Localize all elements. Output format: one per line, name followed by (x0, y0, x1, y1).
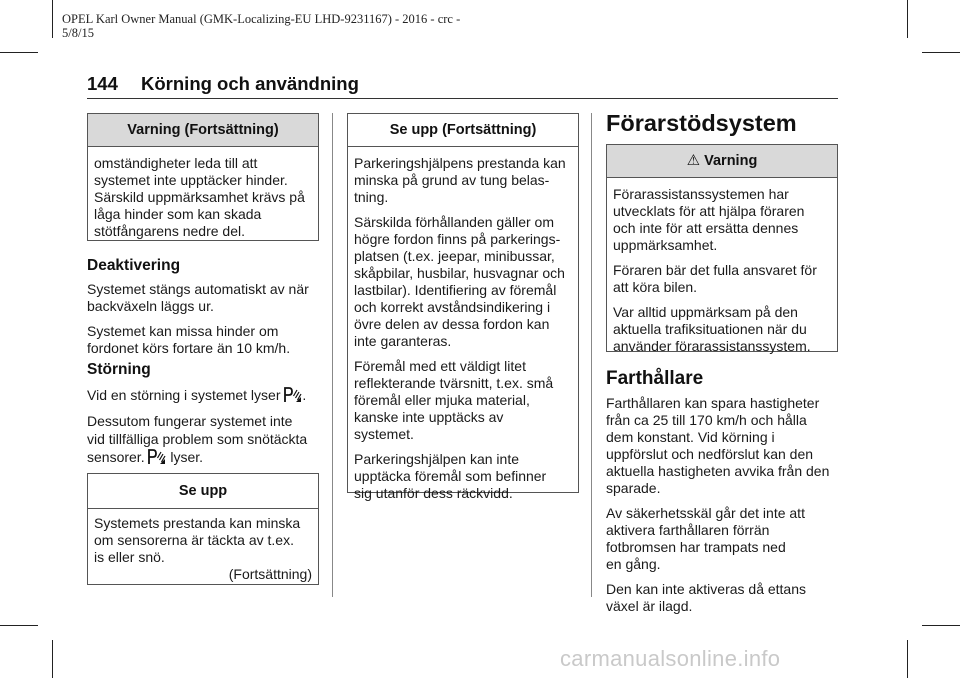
crop-mark (52, 640, 53, 678)
paragraph (87, 281, 327, 315)
text-line: platsen (t.ex. jeepar, minibussar, (354, 248, 555, 264)
text-line: Den kan inte aktiveras då ettans (606, 581, 807, 597)
text-line: använder förarassistanssystem. (613, 338, 811, 354)
text-line: tning. (354, 189, 389, 205)
text-line: om sensorerna är täckta av t.ex. (94, 532, 294, 548)
caution-continued-box (347, 113, 579, 501)
text-line: växel är ilagd. (606, 598, 693, 614)
text-line: Farthållaren kan spara hastigheter (606, 395, 820, 411)
paragraph (613, 304, 831, 355)
text-line: aktuella hastigheten avvika från den (606, 463, 830, 479)
text-line: Var alltid uppmärksam på den (613, 304, 798, 320)
text-line: fordonet körs fortare än 10 km/h. (87, 340, 291, 356)
text-line: högre fordon finns på parkerings- (354, 231, 561, 247)
text-line: fotbromsen har trampats ned (606, 539, 786, 555)
text-line: uppmärksamhet. (613, 237, 718, 253)
text-line: sig utanför dess räckvidd. (354, 485, 513, 501)
column-divider (591, 113, 592, 597)
text-line: och inte för att ersätta dennes (613, 220, 799, 236)
text-line: lastbilar). Identifiering av föremål (354, 282, 557, 298)
text-line: systemet. (354, 426, 414, 442)
document-header (62, 12, 460, 40)
paragraph (354, 358, 572, 443)
paragraph (354, 214, 572, 350)
header-line-1: OPEL Karl Owner Manual (GMK-Localizing-EU LHD-9231167) - 2016 - crc - (62, 12, 461, 26)
text-line: Särskild uppmärksamhet krävs på (94, 189, 305, 205)
warning-continued-box (87, 113, 319, 241)
parking-assist-icon (284, 387, 302, 403)
warning-continued-body (88, 147, 318, 246)
text-line: sparade. (606, 480, 661, 496)
warning-label: Varning (704, 153, 758, 169)
crop-mark (922, 52, 960, 53)
text-line: aktuella trafiksituationen när du (613, 321, 807, 337)
caution-title: Se upp (88, 474, 318, 509)
warning-triangle-icon: ⚠ (686, 152, 701, 169)
page-title-row (87, 73, 359, 95)
text-line: omständigheter leda till att (94, 155, 258, 171)
continued-label: (Fortsättning) (228, 566, 312, 582)
paragraph (606, 395, 846, 497)
page-number: 144 (87, 73, 118, 94)
text-line: Särskilda förhållanden gäller om (354, 214, 554, 230)
text-line: backväxeln läggs ur. (87, 298, 214, 314)
text-line: Föremål med ett väldigt litet (354, 358, 526, 374)
text-line: stötfångarens nedre del. (94, 223, 245, 239)
text-period: . (302, 387, 307, 403)
text-line: sensorer. (87, 449, 145, 465)
paragraph (354, 451, 572, 502)
crop-mark (0, 52, 38, 53)
paragraph (613, 262, 831, 296)
text-line: Parkeringshjälpens prestanda kan (354, 155, 566, 171)
crop-mark (907, 0, 908, 38)
heading-farthallare: Farthållare (606, 368, 704, 389)
heading-deaktivering: Deaktivering (87, 257, 181, 274)
paragraph (87, 387, 327, 404)
text-line: lyser. (170, 449, 204, 465)
text-line: Systemet kan missa hinder om (87, 323, 279, 339)
text-line: skåpbilar, husbilar, husvagnar och (354, 265, 565, 281)
storning-text (87, 387, 327, 474)
text-line: reflekterande tvärsnitt, t.ex. små (354, 375, 554, 391)
text-line: Systemet stängs automatiskt av när (87, 281, 309, 297)
crop-mark (52, 0, 53, 38)
text-line: aktivera farthållaren förrän (606, 522, 770, 538)
text-line: Vid en störning i systemet lyser (87, 387, 281, 403)
crop-mark (0, 625, 38, 626)
text-line: dem konstant. Vid körning i (606, 429, 775, 445)
text-line: uppförslut och nedförslut kan den (606, 446, 814, 462)
text-line: föremål eller mjuka material, (354, 392, 530, 408)
caution-continued-body (348, 147, 578, 508)
text-line: Systemets prestanda kan minska (94, 515, 301, 531)
warning-continued-title: Varning (Fortsättning) (88, 114, 318, 147)
header-line-2: 5/8/15 (62, 26, 94, 40)
text-line: Av säkerhetsskäl går det inte att (606, 505, 805, 521)
column-divider (332, 113, 333, 597)
text-line: vid tillfälliga problem som snötäckta (87, 431, 308, 447)
text-line: övre delen av dessa fordon kan (354, 316, 550, 332)
warning-title (607, 145, 837, 178)
text-line: Dessutom fungerar systemet inte (87, 413, 293, 429)
text-line: att köra bilen. (613, 279, 698, 295)
farthallare-text (606, 395, 846, 623)
crop-mark (922, 625, 960, 626)
text-line: kanske inte upptäcks av (354, 409, 504, 425)
warning-body (607, 178, 837, 361)
paragraph (87, 323, 327, 357)
text-line: låga hinder som kan skada (94, 206, 262, 222)
paragraph (354, 155, 572, 206)
text-line: och korrekt avståndsindikering i (354, 299, 551, 315)
paragraph (606, 581, 846, 615)
heading-storning: Störning (87, 361, 151, 378)
caution-box (87, 473, 319, 585)
text-line: systemet inte upptäcker hinder. (94, 172, 288, 188)
heading-forarstodsystem: Förarstödsystem (606, 110, 797, 136)
paragraph (87, 412, 327, 466)
watermark[interactable]: carmanualsonline.info (560, 646, 781, 671)
text-line: från ca 25 till 170 km/h och hålla (606, 412, 807, 428)
caution-continued-title: Se upp (Fortsättning) (348, 114, 578, 147)
paragraph (606, 505, 846, 573)
crop-mark (907, 640, 908, 678)
warning-box (606, 144, 838, 352)
text-line: minska på grund av tung belas- (354, 172, 550, 188)
parking-assist-icon (148, 449, 166, 465)
text-line: Parkeringshjälpen kan inte (354, 451, 519, 467)
text-line: upptäcka föremål som befinner (354, 468, 547, 484)
title-rule (87, 98, 838, 99)
text-line: is eller snö. (94, 549, 165, 565)
page-title: Körning och användning (141, 73, 359, 94)
text-line: Föraren bär det fulla ansvaret för (613, 262, 817, 278)
text-line: utvecklats för att hjälpa föraren (613, 203, 805, 219)
caution-body (88, 509, 318, 589)
text-line: en gång. (606, 556, 661, 572)
text-line: inte garanteras. (354, 333, 452, 349)
paragraph (613, 186, 831, 254)
deaktivering-text (87, 281, 327, 365)
text-line: Förarassistanssystemen har (613, 186, 789, 202)
